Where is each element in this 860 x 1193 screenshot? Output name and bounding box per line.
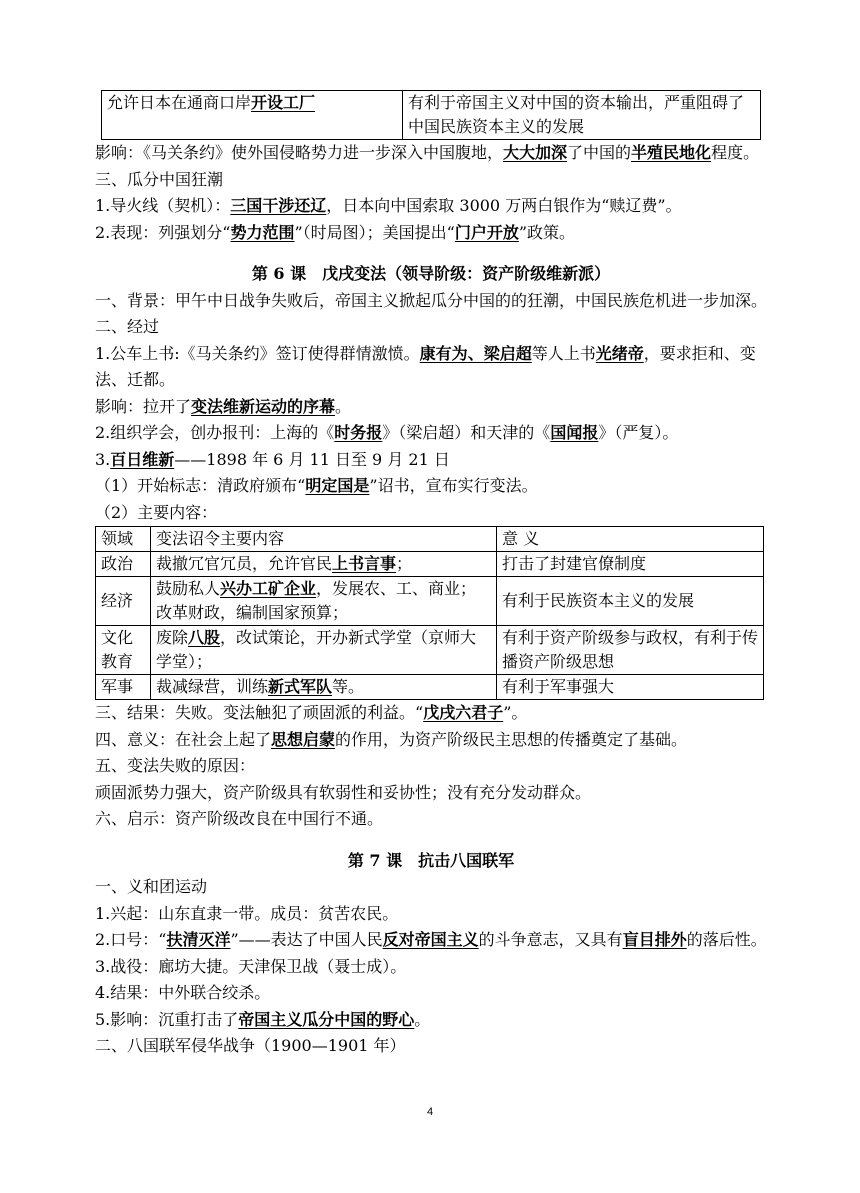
section-heading: 三、瓜分中国狂潮 [95,169,224,189]
column-header: 变法诏令主要内容 [151,527,497,552]
table-row [96,552,764,577]
table-header-row [96,527,764,552]
lesson-7-title: 第 7 课 抗击八国联军 [347,850,515,870]
paragraph: 六、启示：资产阶级改良在中国行不通。 [95,809,384,828]
paragraph: 影响：拉开了变法维新运动的序幕。 [95,396,352,416]
section-heading: 一、义和团运动 [95,877,208,896]
paragraph: （1）开始标志：清政府颁布“明定国是”诏书，宣布实行变法。 [95,476,538,495]
significance-cell: 有利于资产阶级参与政权，有利于传播资产阶级思想 [497,626,764,675]
paragraph: 3.百日维新——1898 年 6 月 11 日至 9 月 21 日 [95,449,450,469]
paragraph: 1.导火线（契机）：三国干涉还辽，日本向中国索取 3000 万两白银作为“赎辽费”。 [95,196,682,215]
column-header: 意 义 [497,527,764,552]
field-cell: 政治 [96,552,151,577]
paragraph: 2.表现：列强划分“势力范围”（时局图）；美国提出“门户开放”政策。 [95,222,576,242]
table-row [96,675,764,700]
content-cell: 裁减绿营，训练新式军队等。 [151,675,497,700]
document-page [95,90,767,1060]
paragraph: 四、意义：在社会上起了思想启蒙的作用，为资产阶级民主思想的传播奠定了基础。 [95,729,688,749]
paragraph: 2.口号：“扶清灭洋”——表达了中国人民反对帝国主义的斗争意志，又具有盲目排外的落后性。 [95,930,767,949]
paragraph: 2.组织学会，创办报刊：上海的《时务报》（梁启超）和天津的《国闻报》（严复）。 [95,423,679,442]
significance-cell: 有利于军事强大 [497,675,764,700]
section-heading: 二、经过 [95,317,160,336]
paragraph: 4.结果：中外联合绞杀。 [95,983,271,1002]
treaty-impact: 影响：《马关条约》使外国侵略势力进一步深入中国腹地，大大加深了中国的半殖民地化程度。 [95,143,760,162]
paragraph: 一、背景：甲午中日战争失败后，帝国主义掀起瓜分中国的的狂潮，中国民族危机进一步加深。 [95,290,768,310]
field-cell: 文化教育 [96,626,151,675]
content-cell: 废除八股，改试策论，开办新式学堂（京师大学堂）； [151,626,497,675]
paragraph: 3.战役：廊坊大捷。天津保卫战（聂士成）。 [95,956,407,976]
lesson-6-title: 第 6 课 戊戌变法（领导阶级：资产阶级维新派） [251,264,611,283]
content-cell: 鼓励私人兴办工矿企业，发展农、工、商业；改革财政，编制国家预算； [151,577,497,626]
significance-cell: 打击了封建官僚制度 [497,552,764,577]
column-header: 领域 [96,527,151,552]
impact-cell: 有利于帝国主义对中国的资本输出，严重阻碍了中国民族资本主义的发展 [403,91,761,140]
paragraph: 三、结果：失败。变法触犯了顽固派的利益。“戊戌六君子”。 [95,703,528,722]
table-row [102,91,761,140]
page-number: 4 [426,1106,434,1118]
table-row [96,577,764,626]
paragraph: 5.影响：沉重打击了帝国主义瓜分中国的野心。 [95,1009,431,1029]
paragraph: 1.公车上书:《马关条约》签订使得群情激愤。康有为、梁启超等人上书光绪帝，要求拒和、变法、迁都。 [95,343,756,389]
paragraph: 1.兴起：山东直隶一带。成员：贫苦农民。 [95,903,399,923]
significance-cell: 有利于民族资本主义的发展 [497,577,764,626]
content-cell: 裁撤冗官冗员，允许官民上书言事； [151,552,497,577]
section-heading: 五、变法失败的原因： [95,756,256,775]
field-cell: 军事 [96,675,151,700]
reform-content-table [95,526,764,700]
clause-cell: 允许日本在通商口岸开设工厂 [102,91,403,140]
treaty-clause-table [101,90,761,140]
paragraph: 顽固派势力强大，资产阶级具有软弱性和妥协性；没有充分发动群众。 [95,782,592,802]
section-heading: 二、八国联军侵华战争（1900—1901 年） [95,1036,406,1055]
field-cell: 经济 [96,577,151,626]
paragraph: （2）主要内容： [95,502,218,522]
table-row [96,626,764,675]
